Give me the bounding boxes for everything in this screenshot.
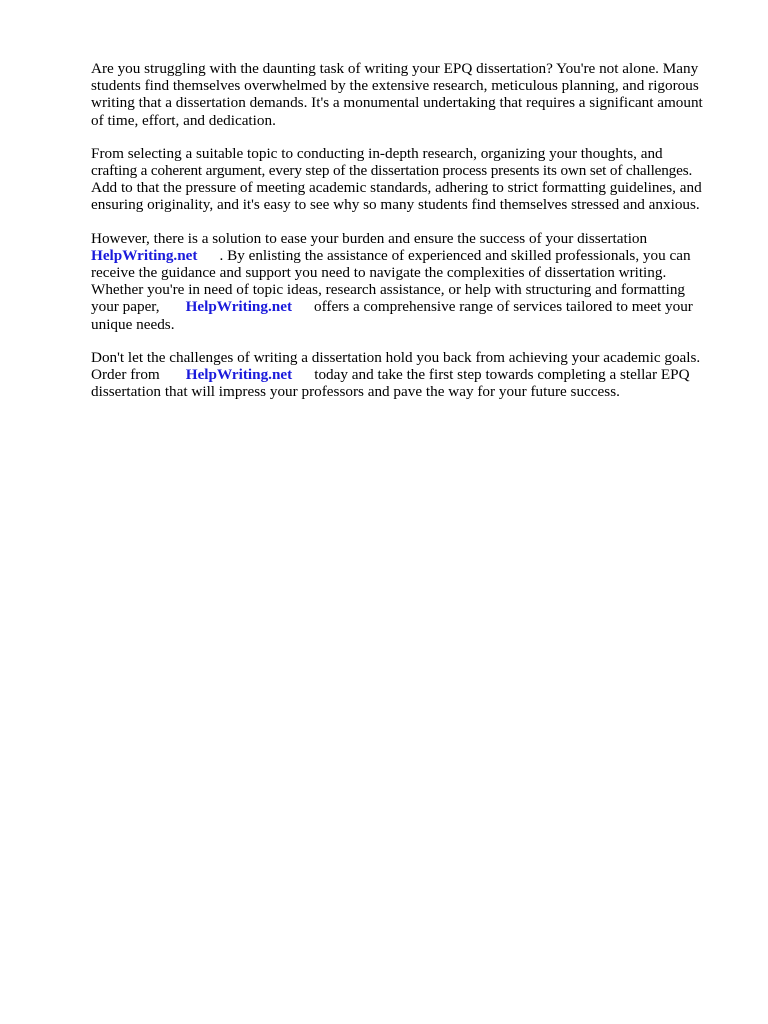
helpwriting-link[interactable]: HelpWriting.net (185, 298, 293, 316)
text-segment: your paper, (91, 298, 160, 316)
helpwriting-link[interactable]: HelpWriting.net (185, 366, 293, 384)
text-segment: offers a comprehensive range of services tailored to meet your (314, 298, 693, 316)
text-line: receive the guidance and support you need to navigate the complexities of dissertation writing. (91, 264, 667, 282)
text-line: unique needs. (91, 315, 175, 333)
text-line: writing that a dissertation demands. It's a monumental undertaking that requires a significant amount (91, 94, 703, 112)
paragraph-intro (91, 60, 731, 129)
text-segment: Order from (91, 366, 160, 384)
text-line: Whether you're in need of topic ideas, research assistance, or help with structuring and formatting (91, 281, 686, 299)
helpwriting-link[interactable]: HelpWriting.net (91, 246, 198, 264)
text-line: students find themselves overwhelmed by the extensive research, meticulous planning, and rigorous (91, 77, 699, 95)
text-line (91, 247, 731, 264)
text-line: of time, effort, and dedication. (91, 111, 276, 129)
document-body (91, 60, 731, 416)
paragraph-challenges (91, 145, 731, 214)
text-line: crafting a coherent argument, every step of the dissertation process presents its own set of challenges. (91, 162, 693, 180)
text-line: From selecting a suitable topic to conducting in-depth research, organizing your thoughts, and (91, 144, 663, 162)
text-line (91, 298, 731, 315)
text-segment: . By enlisting the assistance of experienced and skilled professionals, you can (219, 246, 691, 264)
text-line: Are you struggling with the daunting task of writing your EPQ dissertation? You're not alone. Many (91, 60, 699, 77)
text-line: ensuring originality, and it's easy to see why so many students find themselves stressed and anxious. (91, 196, 700, 214)
paragraph-solution (91, 230, 731, 333)
paragraph-call-to-action (91, 349, 731, 401)
text-line (91, 366, 731, 383)
text-line: dissertation that will impress your professors and pave the way for your future success. (91, 383, 620, 401)
text-line: Don't let the challenges of writing a dissertation hold you back from achieving your academic goals. (91, 348, 701, 366)
text-line: However, there is a solution to ease your burden and ensure the success of your dissertation (91, 229, 648, 247)
text-segment: today and take the first step towards completing a stellar EPQ (314, 366, 690, 384)
text-line: Add to that the pressure of meeting academic standards, adhering to strict formatting guidelines, and (91, 179, 702, 197)
